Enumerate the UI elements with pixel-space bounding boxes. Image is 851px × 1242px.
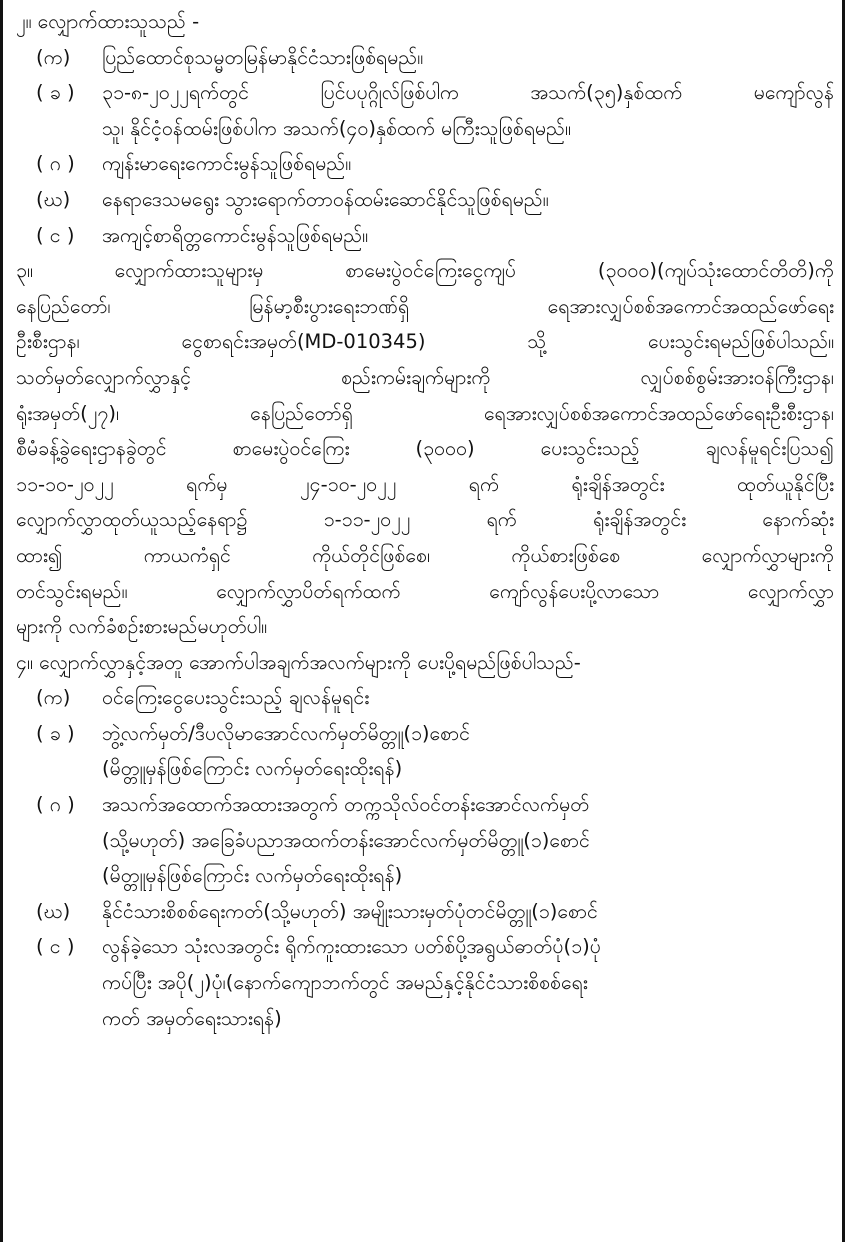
section-3-line: လျှောက်လွှာထုတ်ယူသည့်နေရာ၌ ၁-၁၁-၂၀၂၂ ရက် ရုံးချိန်အတွင်း နောက်ဆုံး [16, 508, 834, 532]
section-2-item-ga [16, 146, 834, 182]
item-marker: (ဃ) [36, 187, 71, 211]
item-marker: (က) [36, 686, 71, 710]
item-marker: ( ခ ) [36, 81, 75, 105]
item-text-line: အကျင့်စာရိတ္တကောင်းမွန်သူဖြစ်ရမည်။ [102, 223, 369, 247]
section-3-line: ရုံးအမှတ်(၂၇)၊ နေပြည်တော်ရှိ ရေအားလျှပ်စစ်အကောင်အထည်ဖော်ရေးဦးစီးဌာန၊ [16, 401, 834, 425]
item-marker: ( င ) [36, 223, 75, 247]
item-text-line: လွန်ခဲ့သော သုံးလအတွင်း ရိုက်ကူးထားသော ပတ်စ်ပို့အရွယ်ဓာတ်ပုံ(၁)ပုံ [102, 935, 601, 959]
item-text-line: (သို့မဟုတ်) အခြေခံပညာအထက်တန်းအောင်လက်မှတ်မိတ္တူ(၁)စောင် [102, 828, 590, 852]
section-4-item-kha [16, 716, 834, 787]
section-2 [16, 4, 834, 253]
section-4-heading: ၄။ လျှောက်လွှာနှင့်အတူ အောက်ပါအချက်အလက်များကို ပေးပို့ရမည်ဖြစ်ပါသည်- [16, 650, 581, 674]
section-3-line: ဦးစီးဌာန၊ ငွေစာရင်းအမှတ်(MD-010345) သို့ ပေးသွင်းရမည်ဖြစ်ပါသည်။ [16, 330, 834, 354]
section-3-line: နေပြည်တော်၊ မြန်မာ့စီးပွားရေးဘဏ်ရှိ ရေအားလျှပ်စစ်အကောင်အထည်ဖော်ရေး [16, 294, 834, 318]
section-3-line: စီမံခန့်ခွဲရေးဌာနခွဲတွင် စာမေးပွဲဝင်ကြေး (၃၀၀၀) ပေးသွင်းသည့် ချလန်မူရင်းပြသ၍ [16, 437, 834, 461]
item-text-line: နေရာဒေသမရွေး သွားရောက်တာဝန်ထမ်းဆောင်နိုင်သူဖြစ်ရမည်။ [102, 187, 549, 211]
section-3-line: ၃။ လျှောက်ထားသူများမှ စာမေးပွဲဝင်ကြေးငွေကျပ် (၃၀၀၀)(ကျပ်သုံးထောင်တိတိ)ကို [16, 259, 834, 283]
section-3-line: များကို လက်ခံစဉ်းစားမည်မဟုတ်ပါ။ [16, 615, 268, 639]
section-4-item-nga [16, 929, 834, 1036]
item-text-line: ကပ်ပြီး အပို(၂)ပုံ၊(နောက်ကျောဘက်တွင် အမည်နှင့်နိုင်ငံသားစိစစ်ရေး [102, 971, 588, 995]
item-text-line: သူ၊ နိုင်ငံ့ဝန်ထမ်းဖြစ်ပါက အသက်(၄၀)နှစ်ထက် မကြီးသူဖြစ်ရမည်။ [102, 116, 571, 140]
section-3-line: တင်သွင်းရမည်။ လျှောက်လွှာပိတ်ရက်ထက် ကျော်လွန်ပေးပို့လာသော လျှောက်လွှာ [16, 579, 834, 603]
item-text-line: ဘွဲ့လက်မှတ်/ဒီပလိုမာအောင်လက်မှတ်မိတ္တူ(၁)စောင် [102, 721, 470, 745]
item-text-line: ကတ် အမှတ်ရေးသားရန်) [102, 1006, 282, 1030]
item-marker: ( ဂ ) [36, 793, 75, 817]
section-4 [16, 645, 834, 1037]
section-2-item-gha [16, 182, 834, 218]
item-text-line: နိုင်ငံသားစိစစ်ရေးကတ်(သို့မဟုတ်) အမျိုးသားမှတ်ပုံတင်မိတ္တူ(၁)စောင် [102, 899, 598, 923]
item-marker: ( င ) [36, 935, 75, 959]
item-marker: ( ဂ ) [36, 152, 75, 176]
section-3-line: ထား၍ ကာယကံရှင် ကိုယ်တိုင်ဖြစ်စေ၊ ကိုယ်စားဖြစ်စေ လျှောက်လွှာများကို [16, 543, 834, 567]
section-3-line: သတ်မှတ်လျှောက်လွှာနှင့် စည်းကမ်းချက်များကို လျှပ်စစ်စွမ်းအားဝန်ကြီးဌာန၊ [16, 365, 834, 389]
section-2-heading: ၂။ လျှောက်ထားသူသည် - [16, 10, 200, 33]
item-text-line: ဝင်ကြေးငွေပေးသွင်းသည့် ချလန်မူရင်း [102, 686, 370, 710]
section-4-item-ka [16, 680, 834, 716]
section-2-item-kha [16, 75, 834, 146]
item-text-line: (မိတ္တူမှန်ဖြစ်ကြောင်း လက်မှတ်ရေးထိုးရန်) [102, 864, 403, 888]
item-text-line: (မိတ္တူမှန်ဖြစ်ကြောင်း လက်မှတ်ရေးထိုးရန်) [102, 757, 403, 781]
item-text-line: အသက်အထောက်အထားအတွက် တက္ကသိုလ်ဝင်တန်းအောင်လက်မှတ် [102, 793, 590, 817]
section-2-item-nga [16, 218, 834, 254]
section-2-item-ka [16, 40, 834, 76]
section-4-item-gha [16, 894, 834, 930]
item-text-line: ပြည်ထောင်စုသမ္မတမြန်မာနိုင်ငံသားဖြစ်ရမည်။ [102, 45, 424, 69]
item-text-line: ၃၁-၈-၂၀၂၂ရက်တွင် ပြင်ပပုဂ္ဂိုလ်ဖြစ်ပါက အသက်(၃၅)နှစ်ထက် မကျော်လွန် [102, 81, 834, 105]
item-text-line: ကျန်းမာရေးကောင်းမွန်သူဖြစ်ရမည်။ [102, 152, 352, 176]
item-marker: ( ခ ) [36, 721, 75, 745]
item-marker: (ဃ) [36, 899, 71, 923]
section-3 [16, 253, 834, 645]
section-4-item-ga [16, 787, 834, 894]
item-marker: (က) [36, 45, 71, 69]
section-3-line: ၁၁-၁၀-၂၀၂၂ ရက်မှ ၂၄-၁၀-၂၀၂၂ ရက် ရုံးချိန်အတွင်း ထုတ်ယူနိုင်ပြီး [16, 472, 834, 496]
